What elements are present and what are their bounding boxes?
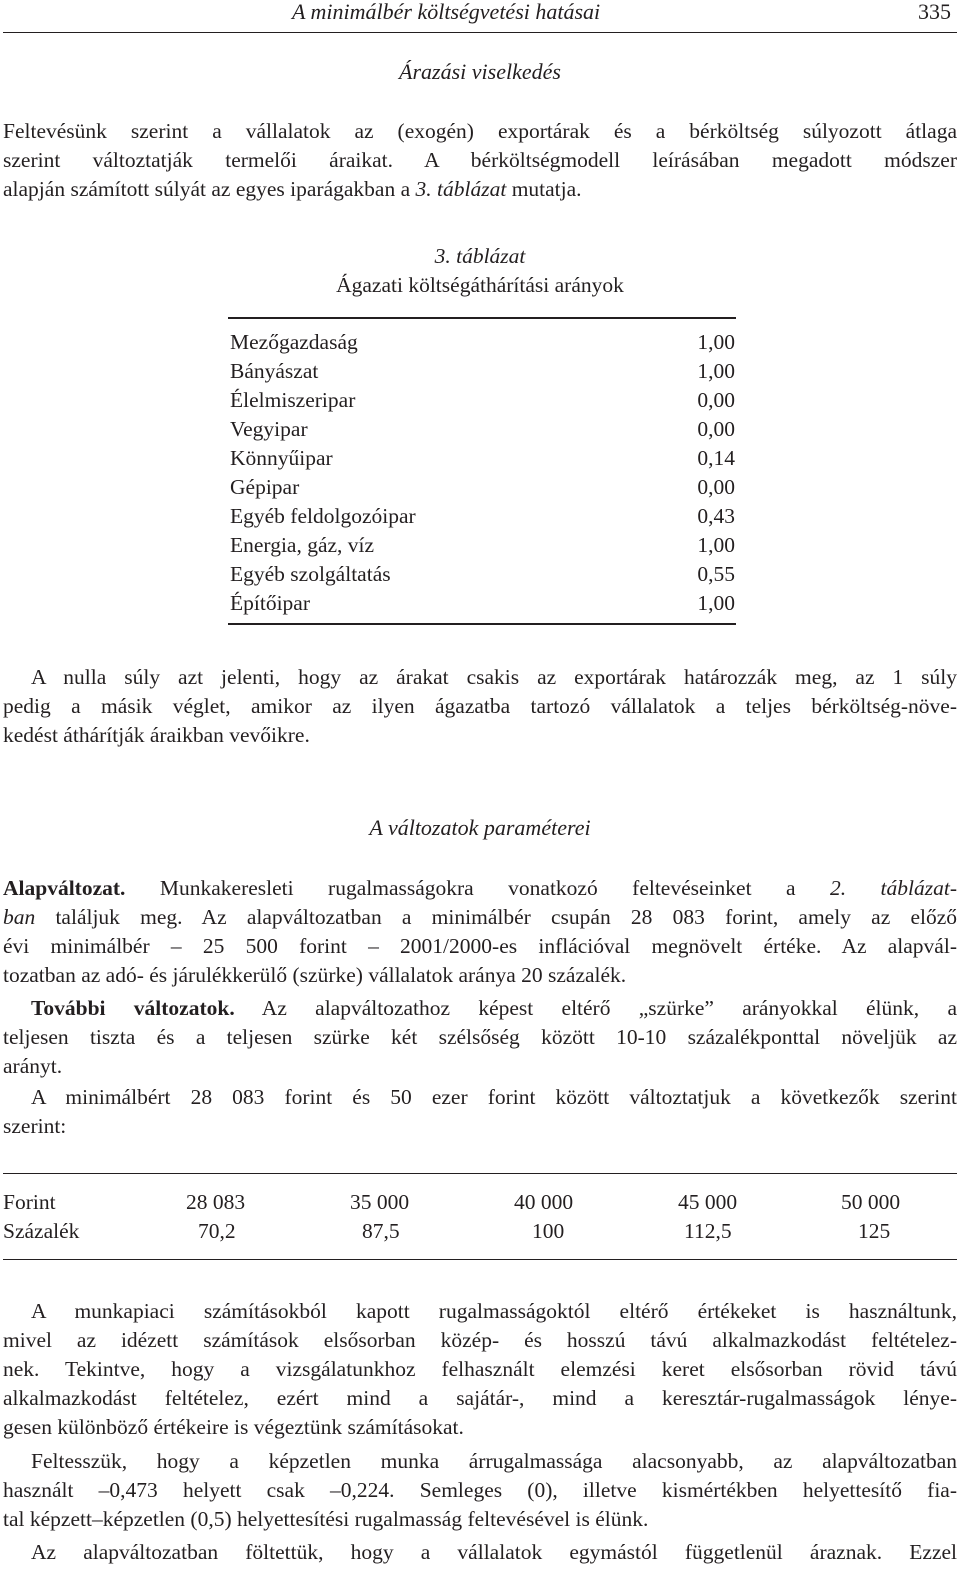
cell-value: 28 083 [186,1190,246,1214]
text-fragment: találjuk meg. Az alapváltozatban a minimálbér csupán 28 083 forint, amely az előző [35,905,957,929]
row-label: Építőipar [230,591,311,615]
paragraph-line: gesen különböző értékeire is végeztünk számításokat. [3,1415,464,1439]
text-fragment: Az alapváltozathoz képest eltérő „szürke” arányokkal élünk, a [234,996,957,1020]
paragraph-line: arányt. [3,1054,63,1078]
paragraph-line: nek. Tekintve, hogy a vizsgálatunkhoz felhasznált elemzési keret elsősorban rövid távú [3,1357,957,1381]
table-bottom-rule [3,1259,957,1260]
section-title-parameters: A változatok paraméterei [369,815,591,840]
paragraph-line: pedig a másik véglet, amikor az ilyen ágazatba tartozó vállalatok a teljes bérköltség-növe- [3,694,957,718]
paragraph-line: használt –0,473 helyett csak –0,224. Semleges (0), illetve kismértékben helyettesítő fia- [3,1478,957,1502]
table-row [228,589,736,618]
paragraph-base-variant [3,874,957,990]
row-value: 1,00 [697,359,735,383]
cell-value: 125 [858,1219,891,1243]
paragraph-line: Az alapváltozatban föltettük, hogy a vállalatok egymástól függetlenül áraznak. Ezzel [31,1540,957,1564]
row-label: Forint [3,1190,56,1214]
section-title-pricing: Árazási viselkedés [399,59,561,84]
paragraph-line: tozatban az adó- és járulékkerülő (szürke) vállalatok aránya 20 százalék. [3,963,627,987]
row-value: 0,43 [697,504,735,528]
table-row [228,502,736,531]
run-in-heading: Alapváltozat. [3,876,126,900]
cell-value: 112,5 [684,1219,732,1243]
text-fragment: Munkakeresleti rugalmasságokra vonatkozó feltevéseinket a [125,876,830,900]
table-row [228,415,736,444]
paragraph-line [3,903,957,932]
paragraph-line [3,994,957,1023]
table-row [228,386,736,415]
table-row [228,560,736,589]
page-number: 335 [918,0,951,24]
paragraph-line: Feltevésünk szerint a vállalatok az (exogén) exportárak és a bérköltség súlyozott átlaga [3,119,957,143]
cell-value: 40 000 [514,1190,574,1214]
run-in-heading: További változatok. [31,996,235,1020]
paragraph-line: mivel az idézett számítások elsősorban közép- és hosszú távú alkalmazkodást feltételez- [3,1328,957,1352]
header-rule [3,32,957,33]
table-reference: 3. táblázat [415,177,507,201]
row-value: 0,00 [697,475,735,499]
paragraph-line: szerint: [3,1114,67,1138]
row-value: 1,00 [697,330,735,354]
table-reference: 2. táblázat- [829,876,957,900]
table-row [228,473,736,502]
cost-passthrough-table [228,317,736,625]
row-value: 0,14 [697,446,735,470]
paragraph-line [3,175,957,204]
paragraph-line: A munkapiaci számításokból kapott rugalmasságoktól eltérő értékeket is használtunk, [31,1299,957,1323]
paragraph-line: évi minimálbér – 25 500 forint – 2001/2000-es inflációval megnövelt értéke. Az alapvál- [3,934,957,958]
row-label: Könnyűipar [230,446,333,470]
paragraph-line [3,874,957,903]
cell-value: 35 000 [350,1190,410,1214]
row-label: Mezőgazdaság [230,330,358,354]
paragraph-pricing [3,117,957,204]
table-row [228,531,736,560]
table-reference: ban [3,905,36,929]
row-value: 0,55 [697,562,735,586]
row-label: Egyéb feldolgozóipar [230,504,416,528]
table-row [3,1217,957,1246]
paragraph-pricing-independence [3,1538,957,1567]
paragraph-line: szerint változtatják termelői áraikat. A bérköltségmodell leírásában megadott módszer [3,148,957,172]
paragraph-minimum-wage [3,1083,957,1141]
cell-value: 87,5 [362,1219,400,1243]
paragraph-line: kedést áthárítják áraikban vevőikre. [3,723,310,747]
text-fragment: alapján számított súlyát az egyes iparágakban a [3,177,416,201]
table-number: 3. táblázat [434,244,526,268]
table-bottom-rule [228,623,736,625]
paragraph-line: alkalmazkodást feltételez, ezért mind a sajátár-, mind a keresztár-rugalmasságok lénye- [3,1386,957,1410]
table-row [228,357,736,386]
row-label: Élelmiszeripar [230,388,356,412]
row-label: Vegyipar [230,417,308,441]
cell-value: 100 [532,1219,565,1243]
row-value: 0,00 [697,417,735,441]
text-fragment: mutatja. [506,177,582,201]
row-value: 1,00 [697,533,735,557]
table-row [228,444,736,473]
minimum-wage-variants-table [3,1173,957,1260]
paragraph-further-variants [3,994,957,1081]
row-label: Százalék [3,1219,80,1243]
table-title: Ágazati költségáthárítási arányok [336,273,624,297]
row-label: Bányászat [230,359,319,383]
paragraph-line: A nulla súly azt jelenti, hogy az árakat csakis az exportárak határozzák meg, az 1 súly [31,665,957,689]
cell-value: 45 000 [678,1190,738,1214]
cell-value: 50 000 [841,1190,901,1214]
cell-value: 70,2 [198,1219,236,1243]
row-value: 1,00 [697,591,735,615]
paragraph-line: tal képzett–képzetlen (0,5) helyettesítési rugalmasság feltevésével is élünk. [3,1507,649,1531]
paragraph-line: Feltesszük, hogy a képzetlen munka árrugalmassága alacsonyabb, az alapváltozatban [31,1449,957,1473]
paragraph-weights [3,663,957,750]
row-label: Gépipar [230,475,300,499]
running-head-title: A minimálbér költségvetési hatásai [292,0,601,24]
paragraph-elasticities [3,1297,957,1442]
table-row [3,1188,957,1217]
paragraph-unskilled-labour [3,1447,957,1534]
table-row [228,328,736,357]
row-label: Energia, gáz, víz [230,533,375,557]
row-value: 0,00 [697,388,735,412]
paragraph-line: A minimálbért 28 083 forint és 50 ezer forint között változtatjuk a következők szerint [31,1085,957,1109]
running-head [3,0,957,28]
row-label: Egyéb szolgáltatás [230,562,391,586]
paragraph-line: teljesen tiszta és a teljesen szürke két szélsőség között 10-10 százalékponttal növeljük az [3,1025,957,1049]
